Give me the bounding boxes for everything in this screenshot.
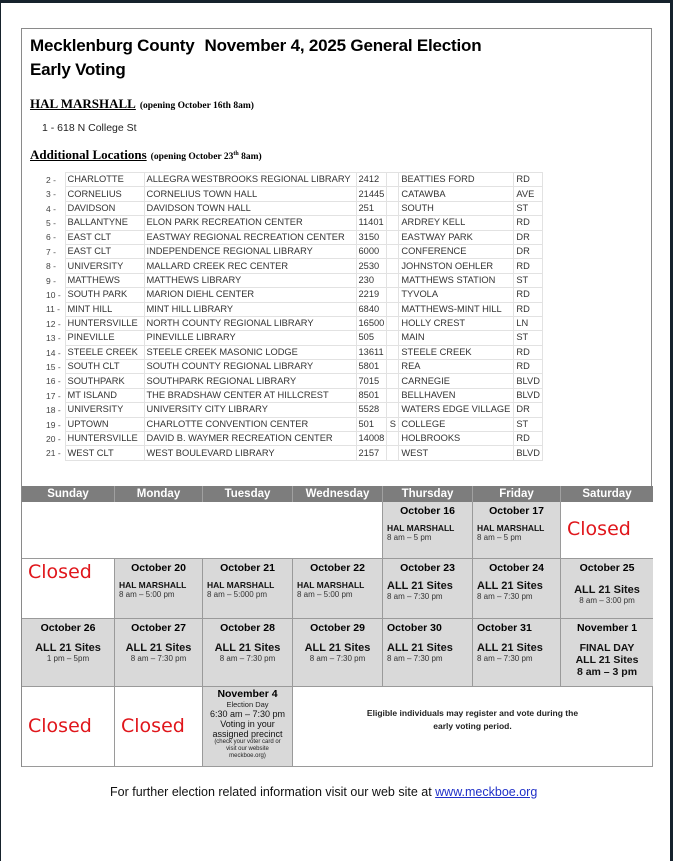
location-street-suffix: BLVD — [514, 374, 543, 388]
cal-cell-oct26: October 26 ALL 21 Sites 1 pm – 5pm — [22, 619, 115, 687]
location-direction — [387, 316, 399, 330]
location-street-suffix: RD — [514, 345, 543, 359]
day-header-thursday: Thursday — [383, 486, 473, 502]
location-street-number: 251 — [356, 201, 387, 215]
location-street: COLLEGE — [399, 417, 514, 431]
location-street: EASTWAY PARK — [399, 230, 514, 244]
location-street-suffix: ST — [514, 331, 543, 345]
location-number: 12 - — [46, 318, 61, 329]
location-street-number: 11401 — [356, 216, 387, 230]
early-voting-calendar — [21, 486, 652, 767]
location-direction — [387, 230, 399, 244]
location-site: CHARLOTTE CONVENTION CENTER — [144, 417, 356, 431]
location-street-number: 7015 — [356, 374, 387, 388]
location-row — [45, 316, 543, 330]
location-number: 6 - — [46, 232, 56, 243]
location-number: 4 - — [46, 203, 56, 214]
cal-cell-oct31: October 31 ALL 21 Sites 8 am – 7:30 pm — [473, 619, 561, 687]
location-street-number: 6840 — [356, 302, 387, 316]
hal-marshall-heading — [30, 95, 254, 113]
day-header-saturday: Saturday — [561, 486, 653, 502]
day-header-sunday: Sunday — [22, 486, 115, 502]
location-number: 7 - — [46, 246, 56, 257]
location-street-suffix: RD — [514, 302, 543, 316]
cal-cell-empty — [203, 502, 293, 559]
location-row — [45, 345, 543, 359]
location-street: STEELE CREEK — [399, 345, 514, 359]
location-number: 14 - — [46, 347, 61, 358]
location-area: MATTHEWS — [65, 273, 144, 287]
location-street-number: 2157 — [356, 446, 387, 460]
location-area: SOUTH CLT — [65, 360, 144, 374]
closed-label: Closed — [567, 518, 631, 540]
closed-label: Closed — [28, 561, 92, 583]
location-number: 20 - — [46, 433, 61, 444]
location-street-number: 505 — [356, 331, 387, 345]
location-street: WEST — [399, 446, 514, 460]
location-direction — [387, 432, 399, 446]
location-street-number: 3150 — [356, 230, 387, 244]
location-street-suffix: RD — [514, 173, 543, 187]
closed-label: Closed — [28, 715, 92, 737]
location-direction — [387, 446, 399, 460]
location-street-number: 2530 — [356, 259, 387, 273]
hal-marshall-address: 1 - 618 N College St — [42, 122, 137, 134]
location-street: CONFERENCE — [399, 244, 514, 258]
location-street: BEATTIES FORD — [399, 173, 514, 187]
location-area: BALLANTYNE — [65, 216, 144, 230]
location-street-number: 21445 — [356, 187, 387, 201]
location-row — [45, 288, 543, 302]
location-number: 13 - — [46, 333, 61, 344]
locations-table — [45, 172, 543, 461]
additional-locations-note: (opening October 23th 8am) — [150, 150, 262, 162]
location-street-number: 14008 — [356, 432, 387, 446]
location-direction — [387, 288, 399, 302]
location-site: MINT HILL LIBRARY — [144, 302, 356, 316]
location-row — [45, 201, 543, 215]
location-number: 16 - — [46, 376, 61, 387]
location-direction — [387, 374, 399, 388]
cal-cell-oct30: October 30 ALL 21 Sites 8 am – 7:30 pm — [383, 619, 473, 687]
location-street: REA — [399, 360, 514, 374]
location-street: ARDREY KELL — [399, 216, 514, 230]
location-number: 10 - — [46, 290, 61, 301]
window-edge-left — [0, 0, 1, 861]
location-site: MALLARD CREEK REC CENTER — [144, 259, 356, 273]
location-direction — [387, 403, 399, 417]
location-street-number: 8501 — [356, 388, 387, 402]
location-street-suffix: ST — [514, 417, 543, 431]
location-street: JOHNSTON OEHLER — [399, 259, 514, 273]
location-site: DAVID B. WAYMER RECREATION CENTER — [144, 432, 356, 446]
location-street-suffix: DR — [514, 244, 543, 258]
cal-cell-oct23: October 23 ALL 21 Sites 8 am – 7:30 pm — [383, 559, 473, 619]
location-direction — [387, 345, 399, 359]
day-header-wednesday: Wednesday — [293, 486, 383, 502]
location-direction — [387, 259, 399, 273]
day-header-monday: Monday — [115, 486, 203, 502]
location-area: MINT HILL — [65, 302, 144, 316]
day-header-friday: Friday — [473, 486, 561, 502]
location-row — [45, 302, 543, 316]
location-row — [45, 244, 543, 258]
location-area: MT ISLAND — [65, 388, 144, 402]
location-street-suffix: RD — [514, 259, 543, 273]
location-area: SOUTH PARK — [65, 288, 144, 302]
location-site: MARION DIEHL CENTER — [144, 288, 356, 302]
location-site: WEST BOULEVARD LIBRARY — [144, 446, 356, 460]
location-street-suffix: RD — [514, 360, 543, 374]
location-number: 15 - — [46, 361, 61, 372]
closed-label: Closed — [121, 715, 185, 737]
location-row — [45, 403, 543, 417]
location-area: STEELE CREEK — [65, 345, 144, 359]
location-site: ALLEGRA WESTBROOKS REGIONAL LIBRARY — [144, 173, 356, 187]
cal-cell-oct17: October 17 HAL MARSHALL 8 am – 5 pm — [473, 502, 561, 559]
location-direction — [387, 273, 399, 287]
title-county: Mecklenburg County — [30, 36, 195, 55]
location-area: UPTOWN — [65, 417, 144, 431]
location-area: DAVIDSON — [65, 201, 144, 215]
location-direction — [387, 244, 399, 258]
location-row — [45, 446, 543, 460]
footer-info — [110, 785, 537, 799]
location-direction — [387, 216, 399, 230]
location-number: 2 - — [46, 174, 56, 185]
cal-cell-empty — [115, 502, 203, 559]
location-row — [45, 374, 543, 388]
location-row — [45, 331, 543, 345]
cal-cell-oct19-closed — [22, 559, 115, 619]
location-area: EAST CLT — [65, 230, 144, 244]
cal-cell-oct29: October 29 ALL 21 Sites 8 am – 7:30 pm — [293, 619, 383, 687]
location-number: 5 - — [46, 218, 56, 229]
location-site: DAVIDSON TOWN HALL — [144, 201, 356, 215]
location-street-suffix: ST — [514, 273, 543, 287]
location-direction — [387, 201, 399, 215]
location-street: HOLLY CREST — [399, 316, 514, 330]
location-street-number: 501 — [356, 417, 387, 431]
location-direction — [387, 302, 399, 316]
cal-cell-oct22: October 22 HAL MARSHALL 8 am – 5:00 pm — [293, 559, 383, 619]
location-row — [45, 216, 543, 230]
location-area: HUNTERSVILLE — [65, 432, 144, 446]
location-row — [45, 432, 543, 446]
location-number: 8 - — [46, 261, 56, 272]
cal-cell-empty — [293, 502, 383, 559]
hal-marshall-note: (opening October 16th 8am) — [139, 101, 254, 111]
location-row — [45, 230, 543, 244]
location-area: UNIVERSITY — [65, 259, 144, 273]
location-row — [45, 173, 543, 187]
location-street: SOUTH — [399, 201, 514, 215]
location-number: 9 - — [46, 275, 56, 286]
location-area: WEST CLT — [65, 446, 144, 460]
location-street-suffix: DR — [514, 230, 543, 244]
location-row — [45, 360, 543, 374]
location-street-suffix: BLVD — [514, 446, 543, 460]
location-street: TYVOLA — [399, 288, 514, 302]
location-street-number: 2219 — [356, 288, 387, 302]
location-number: 21 - — [46, 448, 61, 459]
location-street: HOLBROOKS — [399, 432, 514, 446]
location-site: SOUTH COUNTY REGIONAL LIBRARY — [144, 360, 356, 374]
location-site: CORNELIUS TOWN HALL — [144, 187, 356, 201]
location-street: BELLHAVEN — [399, 388, 514, 402]
location-area: HUNTERSVILLE — [65, 316, 144, 330]
location-street-number: 13611 — [356, 345, 387, 359]
footer-text: For further election related information visit our web site at — [110, 785, 436, 799]
location-street-suffix: RD — [514, 432, 543, 446]
location-street-number: 230 — [356, 273, 387, 287]
location-street-suffix: LN — [514, 316, 543, 330]
location-site: SOUTHPARK REGIONAL LIBRARY — [144, 374, 356, 388]
location-number: 3 - — [46, 189, 56, 200]
location-street-number: 5801 — [356, 360, 387, 374]
location-direction — [387, 388, 399, 402]
eligibility-note: Eligible individuals may register and vote during the early voting period. — [293, 687, 653, 767]
window-edge-top — [0, 0, 673, 3]
additional-locations-label: Additional Locations — [30, 147, 147, 162]
location-street-suffix: DR — [514, 403, 543, 417]
location-row — [45, 187, 543, 201]
location-site: NORTH COUNTY REGIONAL LIBRARY — [144, 316, 356, 330]
location-site: PINEVILLE LIBRARY — [144, 331, 356, 345]
location-street-suffix: AVE — [514, 187, 543, 201]
cal-cell-empty — [22, 502, 115, 559]
hal-marshall-label: HAL MARSHALL — [30, 96, 136, 111]
cal-cell-oct20: October 20 HAL MARSHALL 8 am – 5:00 pm — [115, 559, 203, 619]
day-header-tuesday: Tuesday — [203, 486, 293, 502]
location-direction — [387, 187, 399, 201]
cal-cell-oct27: October 27 ALL 21 Sites 8 am – 7:30 pm — [115, 619, 203, 687]
location-number: 18 - — [46, 405, 61, 416]
location-street-number: 6000 — [356, 244, 387, 258]
location-row — [45, 259, 543, 273]
location-street-number: 16500 — [356, 316, 387, 330]
cal-cell-nov1-final-day: November 1 FINAL DAY ALL 21 Sites 8 am – 3 pm — [561, 619, 653, 687]
document-title — [30, 34, 481, 82]
cal-cell-oct25: October 25 ALL 21 Sites 8 am – 3:00 pm — [561, 559, 653, 619]
location-site: MATTHEWS LIBRARY — [144, 273, 356, 287]
location-number: 19 - — [46, 419, 61, 430]
location-site: UNIVERSITY CITY LIBRARY — [144, 403, 356, 417]
title-early-voting: Early Voting — [30, 60, 126, 79]
cal-cell-oct28: October 28 ALL 21 Sites 8 am – 7:30 pm — [203, 619, 293, 687]
location-row — [45, 273, 543, 287]
location-direction — [387, 331, 399, 345]
location-number: 17 - — [46, 390, 61, 401]
location-direction — [387, 360, 399, 374]
additional-locations-heading — [30, 146, 262, 164]
location-street: MAIN — [399, 331, 514, 345]
location-street-number: 5528 — [356, 403, 387, 417]
location-street-suffix: RD — [514, 288, 543, 302]
location-number: 11 - — [46, 304, 61, 315]
location-area: EAST CLT — [65, 244, 144, 258]
location-area: CORNELIUS — [65, 187, 144, 201]
location-street-suffix: BLVD — [514, 388, 543, 402]
cal-cell-nov2-closed — [22, 687, 115, 767]
cal-cell-nov3-closed — [115, 687, 203, 767]
cal-cell-oct24: October 24 ALL 21 Sites 8 am – 7:30 pm — [473, 559, 561, 619]
location-street-suffix: ST — [514, 201, 543, 215]
cal-cell-oct16: October 16 HAL MARSHALL 8 am – 5 pm — [383, 502, 473, 559]
location-site: ELON PARK RECREATION CENTER — [144, 216, 356, 230]
location-site: INDEPENDENCE REGIONAL LIBRARY — [144, 244, 356, 258]
location-street: MATTHEWS-MINT HILL — [399, 302, 514, 316]
title-election: November 4, 2025 General Election — [204, 36, 482, 55]
location-street: WATERS EDGE VILLAGE — [399, 403, 514, 417]
location-area: PINEVILLE — [65, 331, 144, 345]
location-direction: S — [387, 417, 399, 431]
cal-cell-oct18-closed — [561, 502, 653, 559]
location-street: MATTHEWS STATION — [399, 273, 514, 287]
location-street: CARNEGIE — [399, 374, 514, 388]
location-area: SOUTHPARK — [65, 374, 144, 388]
location-row — [45, 388, 543, 402]
cal-cell-nov4-election-day: November 4 Election Day 6:30 am – 7:30 pm Voting in your assigned precinct (check your voter card or visit our website meckboe.org) — [203, 687, 293, 767]
location-area: UNIVERSITY — [65, 403, 144, 417]
location-site: STEELE CREEK MASONIC LODGE — [144, 345, 356, 359]
cal-cell-oct21: October 21 HAL MARSHALL 8 am – 5:000 pm — [203, 559, 293, 619]
location-area: CHARLOTTE — [65, 173, 144, 187]
location-site: THE BRADSHAW CENTER AT HILLCREST — [144, 388, 356, 402]
location-street-suffix: RD — [514, 216, 543, 230]
location-row — [45, 417, 543, 431]
location-site: EASTWAY REGIONAL RECREATION CENTER — [144, 230, 356, 244]
location-street: CATAWBA — [399, 187, 514, 201]
meckboe-link[interactable]: www.meckboe.org — [435, 785, 538, 799]
location-direction — [387, 173, 399, 187]
location-street-number: 2412 — [356, 173, 387, 187]
